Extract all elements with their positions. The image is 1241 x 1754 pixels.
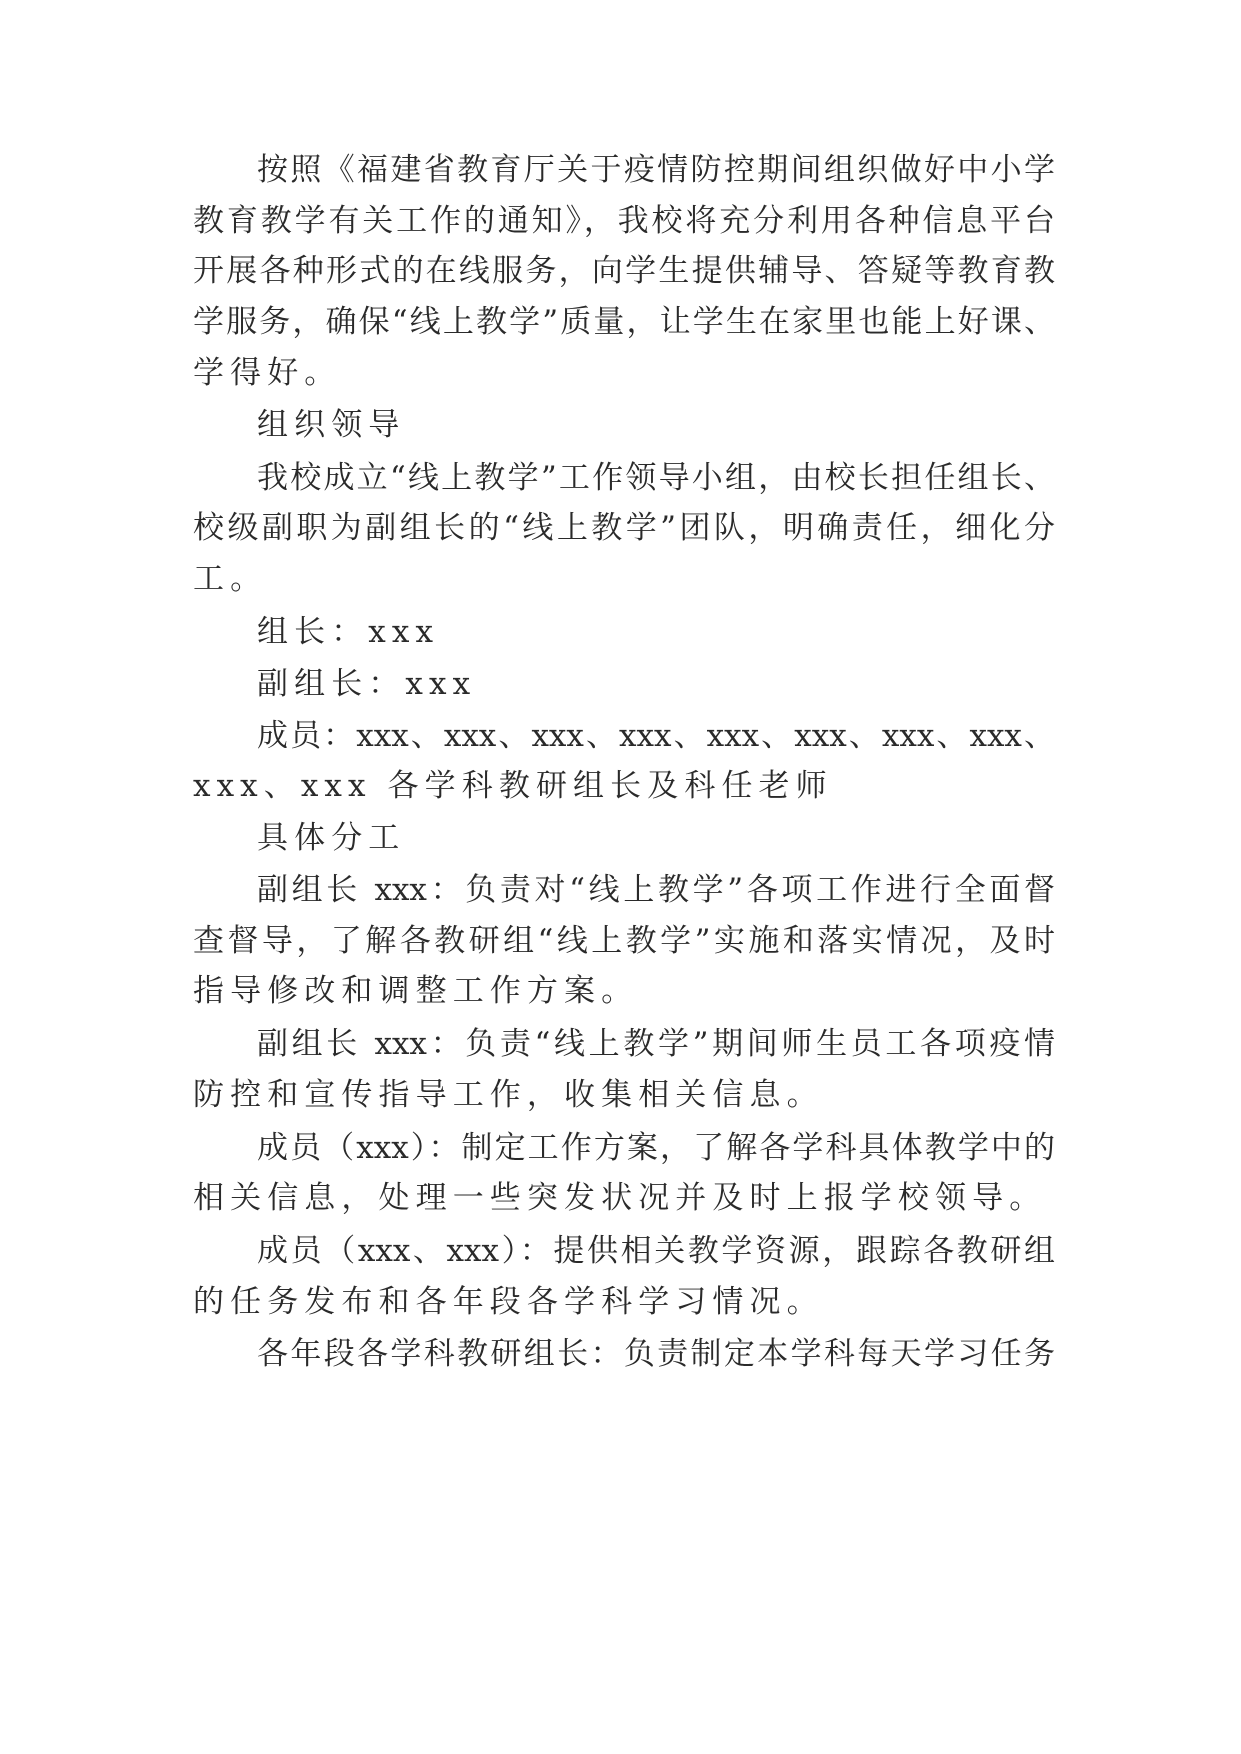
section-heading: 组织领导 bbox=[257, 407, 406, 443]
paragraph-line: 成员（xxx）：制定工作方案，了解各学科具体教学中的 bbox=[257, 1130, 1055, 1166]
paragraph-line: 各年段各学科教研组长：负责制定本学科每天学习任务 bbox=[257, 1336, 1055, 1372]
paragraph-line: 防控和宣传指导工作，收集相关信息。 bbox=[193, 1077, 824, 1113]
paragraph-line: 校级副职为副组长的“线上教学”团队，明确责任，细化分 bbox=[193, 510, 1055, 546]
paragraph-line: 查督导，了解各教研组“线上教学”实施和落实情况，及时 bbox=[193, 923, 1055, 959]
paragraph-line: 的任务发布和各年段各学科学习情况。 bbox=[193, 1284, 824, 1320]
paragraph-line: 副组长 xxx：负责“线上教学”期间师生员工各项疫情 bbox=[257, 1026, 1055, 1062]
paragraph-line: 指导修改和调整工作方案。 bbox=[193, 973, 639, 1009]
paragraph-line: 副组长 xxx：负责对“线上教学”各项工作进行全面督 bbox=[257, 872, 1055, 908]
paragraph-line: 相关信息，处理一些突发状况并及时上报学校领导。 bbox=[193, 1180, 1047, 1216]
paragraph-line: 工。 bbox=[193, 561, 268, 597]
paragraph-line: 我校成立“线上教学”工作领导小组，由校长担任组长、 bbox=[257, 460, 1055, 496]
section-heading: 具体分工 bbox=[257, 820, 406, 856]
leader-line: 组长：xxx bbox=[257, 614, 440, 650]
deputy-leader-line: 副组长：xxx bbox=[257, 666, 477, 702]
paragraph-line: 开展各种形式的在线服务，向学生提供辅导、答疑等教育教 bbox=[193, 253, 1055, 289]
paragraph-line: 按照《福建省教育厅关于疫情防控期间组织做好中小学 bbox=[257, 152, 1055, 188]
paragraph-line: 成员（xxx、xxx）：提供相关教学资源，跟踪各教研组 bbox=[257, 1233, 1055, 1269]
paragraph-line: 教育教学有关工作的通知》，我校将充分利用各种信息平台 bbox=[193, 203, 1055, 239]
paragraph-line: 学服务，确保“线上教学”质量，让学生在家里也能上好课、 bbox=[193, 304, 1055, 340]
members-line: xxx、xxx 各学科教研组长及科任老师 bbox=[193, 768, 833, 804]
paragraph-line: 学得好。 bbox=[193, 355, 342, 391]
members-line: 成员：xxx、xxx、xxx、xxx、xxx、xxx、xxx、xxx、 bbox=[257, 718, 1055, 754]
